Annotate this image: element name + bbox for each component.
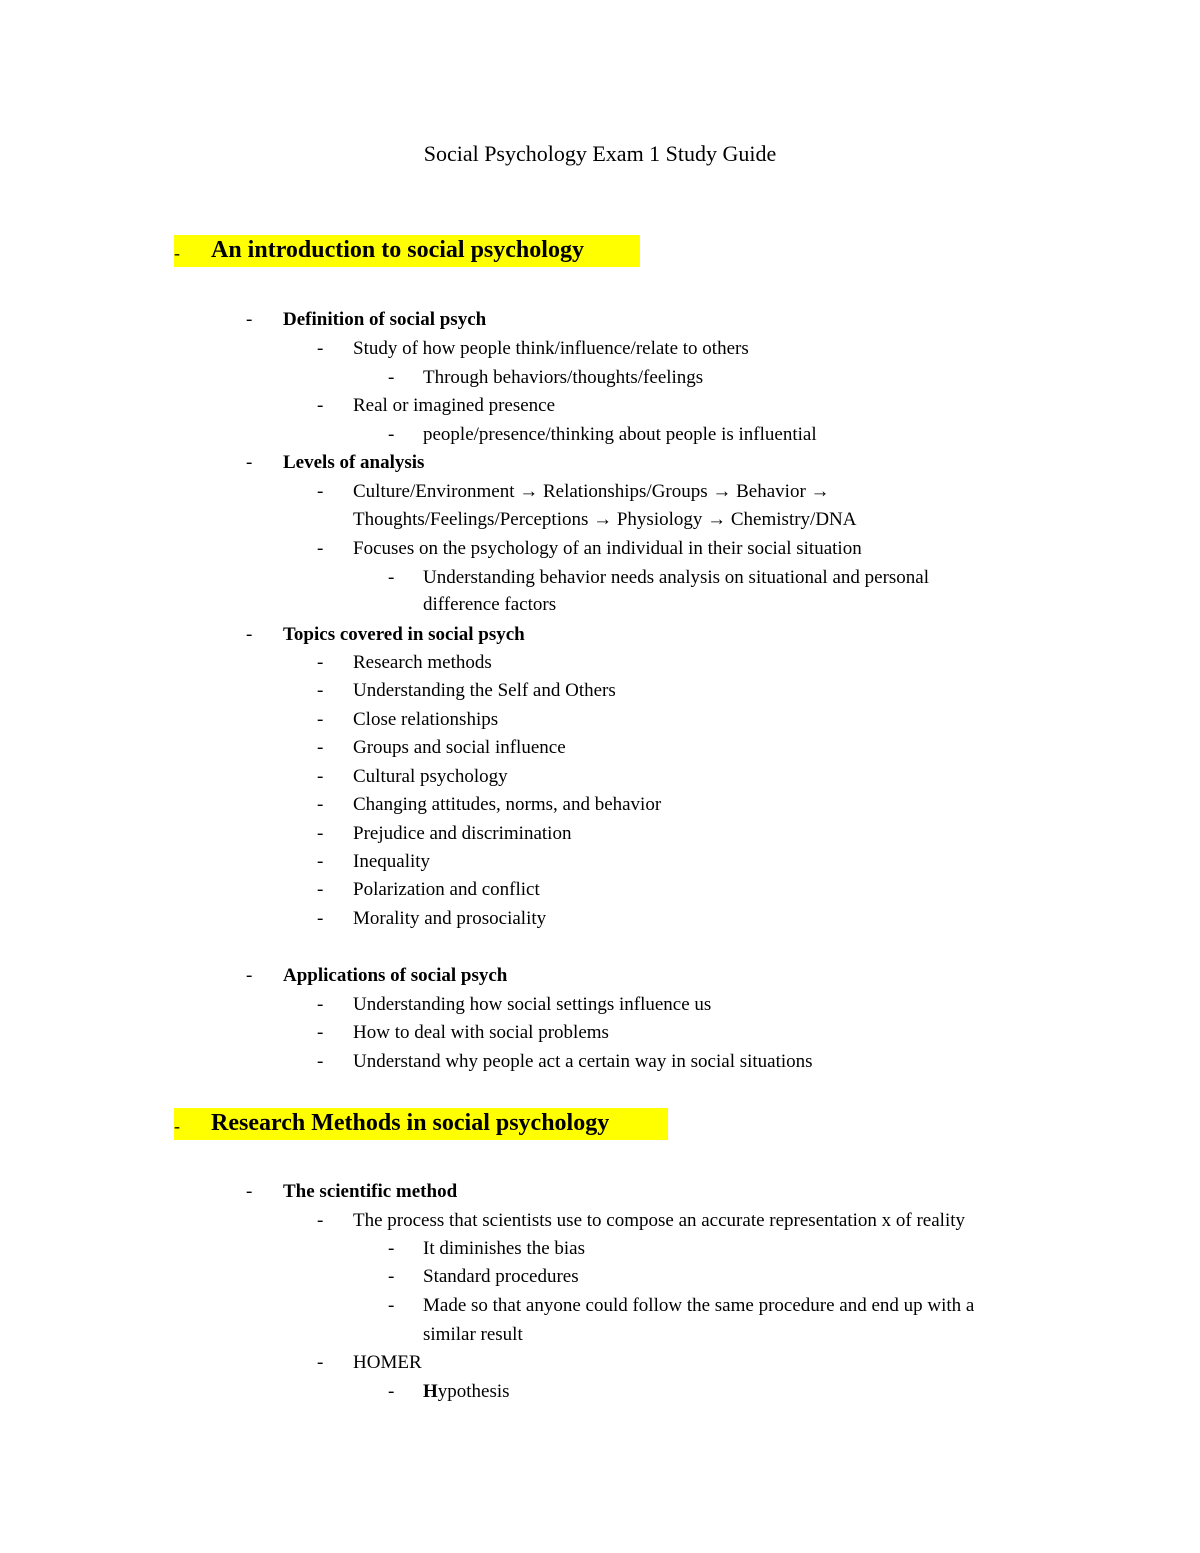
list-item: Inequality bbox=[353, 851, 431, 872]
list-item: Changing attitudes, norms, and behavior bbox=[353, 794, 662, 815]
bullet: - bbox=[317, 794, 324, 815]
topic-heading: The scientific method bbox=[283, 1181, 458, 1202]
page-title: Social Psychology Exam 1 Study Guide bbox=[423, 141, 777, 166]
bullet: - bbox=[246, 309, 253, 330]
section-heading-research-methods: Research Methods in social psychology bbox=[211, 1110, 610, 1136]
topic-heading: Levels of analysis bbox=[283, 452, 425, 473]
list-item: Understanding the Self and Others bbox=[353, 680, 616, 701]
list-subitem-continuation: difference factors bbox=[423, 594, 557, 615]
bullet: - bbox=[388, 1238, 395, 1259]
bullet: - bbox=[388, 567, 395, 588]
bullet: - bbox=[317, 994, 324, 1015]
bullet: - bbox=[246, 1181, 253, 1202]
bullet: - bbox=[388, 424, 395, 445]
list-item: Polarization and conflict bbox=[353, 879, 540, 900]
list-item: Culture/Environment → Relationships/Groups → Behavior → bbox=[353, 481, 830, 502]
list-subitem: Through behaviors/thoughts/feelings bbox=[423, 367, 704, 388]
section-heading-intro: An introduction to social psychology bbox=[211, 237, 584, 263]
bullet: - bbox=[317, 680, 324, 701]
bold-initial: H bbox=[423, 1381, 438, 1402]
list-item: Cultural psychology bbox=[353, 766, 508, 787]
list-subitem: Standard procedures bbox=[423, 1266, 579, 1287]
list-item: Study of how people think/influence/relate to others bbox=[353, 338, 749, 359]
word-rest: ypothesis bbox=[437, 1381, 510, 1402]
list-item: Real or imagined presence bbox=[353, 395, 556, 416]
list-item: Understand why people act a certain way in social situations bbox=[353, 1051, 813, 1072]
list-subitem-continuation: similar result bbox=[423, 1324, 523, 1345]
bullet: - bbox=[317, 481, 324, 502]
bullet: - bbox=[388, 1295, 395, 1316]
topic-heading: Definition of social psych bbox=[283, 309, 487, 330]
bullet: - bbox=[317, 823, 324, 844]
list-item: Groups and social influence bbox=[353, 737, 566, 758]
list-subitem: It diminishes the bias bbox=[423, 1238, 586, 1259]
bullet: - bbox=[246, 965, 253, 986]
list-item: The process that scientists use to compose an accurate representation x of reality bbox=[353, 1210, 965, 1231]
list-item: Understanding how social settings influence us bbox=[353, 994, 712, 1015]
bullet: - bbox=[174, 243, 180, 263]
bullet: - bbox=[317, 1352, 324, 1373]
list-item: Research methods bbox=[353, 652, 492, 673]
bullet: - bbox=[317, 851, 324, 872]
topic-heading: Applications of social psych bbox=[283, 965, 508, 986]
bullet: - bbox=[317, 652, 324, 673]
bullet: - bbox=[317, 395, 324, 416]
bullet: - bbox=[317, 766, 324, 787]
list-item: Focuses on the psychology of an individual in their social situation bbox=[353, 538, 862, 559]
bullet: - bbox=[317, 879, 324, 900]
bullet: - bbox=[317, 908, 324, 929]
topic-heading: Topics covered in social psych bbox=[283, 624, 525, 645]
list-item: How to deal with social problems bbox=[353, 1022, 609, 1043]
bullet: - bbox=[174, 1116, 180, 1136]
bullet: - bbox=[317, 538, 324, 559]
bullet: - bbox=[388, 1381, 395, 1402]
bullet: - bbox=[388, 1266, 395, 1287]
bullet: - bbox=[317, 1051, 324, 1072]
list-item: Morality and prosociality bbox=[353, 908, 547, 929]
list-subitem: Understanding behavior needs analysis on situational and personal bbox=[423, 567, 930, 588]
bullet: - bbox=[317, 1022, 324, 1043]
list-item-continuation: Thoughts/Feelings/Perceptions → Physiology → Chemistry/DNA bbox=[353, 509, 857, 530]
list-item: Prejudice and discrimination bbox=[353, 823, 572, 844]
bullet: - bbox=[317, 338, 324, 359]
list-subitem: Made so that anyone could follow the same procedure and end up with a bbox=[423, 1295, 975, 1316]
bullet: - bbox=[388, 367, 395, 388]
list-item: HOMER bbox=[353, 1352, 422, 1373]
bullet: - bbox=[246, 452, 253, 473]
bullet: - bbox=[317, 709, 324, 730]
bullet: - bbox=[246, 624, 253, 645]
bullet: - bbox=[317, 737, 324, 758]
list-subitem-hypothesis bbox=[423, 1382, 510, 1401]
list-subitem: people/presence/thinking about people is influential bbox=[423, 424, 817, 445]
bullet: - bbox=[317, 1210, 324, 1231]
list-item: Close relationships bbox=[353, 709, 499, 730]
